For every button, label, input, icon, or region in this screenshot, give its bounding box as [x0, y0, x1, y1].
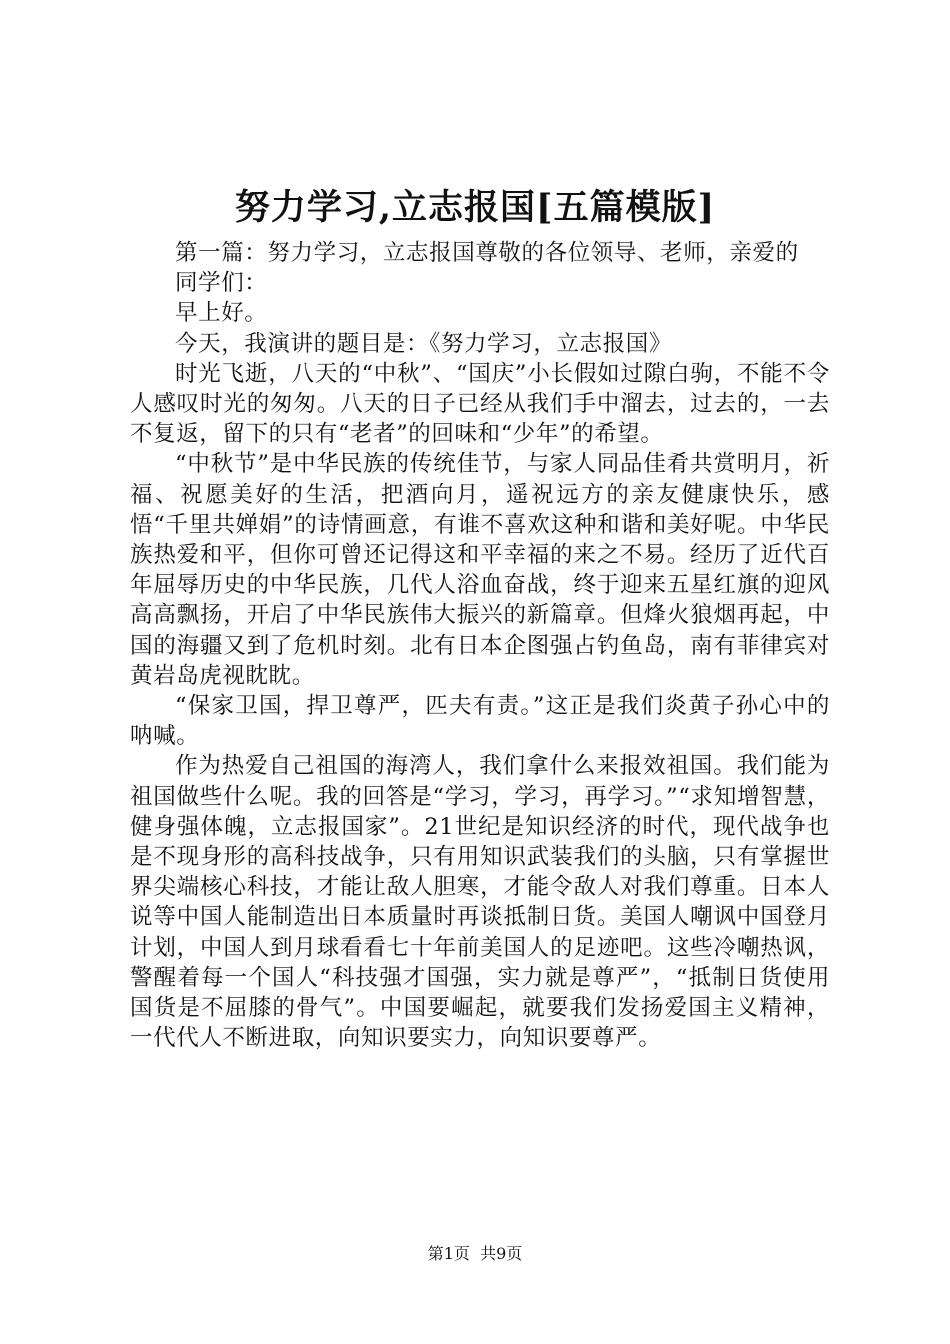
- paragraph-1: 第一篇：努力学习，立志报国尊敬的各位领导、老师，亲爱的: [175, 240, 799, 266]
- paragraph-6: “中秋节”是中华民族的传统佳节，与家人同品佳肴共赏明月，祈福、祝愿美好的生活，把酒向月，遥祝远方的亲友健康快乐，感悟“千里共婵娟”的诗情画意，有谁不喜欢这种和谐和美好呢。中华民族热爱和平，但你可曾还记得这和平幸福的来之不易。经历了近代百年屈辱历史的中华民族，几代人浴血奋战，终于迎来五星红旗的迎风高高飘扬，开启了中华民族伟大振兴的新篇章。但烽火狼烟再起，中国的海疆又到了危机时刻。北有日本企图强占钓鱼岛，南有菲律宾对黄岩岛虎视眈眈。: [130, 451, 830, 689]
- paragraph-5: 时光飞逝，八天的“中秋”、“国庆”小长假如过隙白驹，不能不令人感叹时光的匆匆。八天的日子已经从我们手中溜去，过去的，一去不复返，留下的只有“老者”的回味和“少年”的希望。: [130, 360, 830, 448]
- paragraph-3: 早上好。: [175, 300, 268, 327]
- document-body: [130, 238, 830, 1053]
- paragraph-8: 作为热爱自己祖国的海湾人，我们拿什么来报效祖国。我们能为祖国做些什么呢。我的回答是“学习，学习，再学习。”“求知增智慧，健身强体魄，立志报国家”。21世纪是知识经济的时代，现代战争也是不现身形的高科技战争，只有用知识武装我们的头脑，只有掌握世界尖端核心科技，才能让敌人胆寒，才能令敌人对我们尊重。日本人说等中国人能制造出日本质量时再谈抵制日货。美国人嘲讽中国登月计划，中国人到月球看看七十年前美国人的足迹吧。这些冷嘲热讽，警醒着每一个国人“科技强才国强，实力就是尊严”，“抵制日货使用国货是不屈膝的骨气”。中国要崛起，就要我们发扬爱国主义精神，一代代人不断进取，向知识要实力，向知识要尊严。: [130, 753, 830, 1052]
- document-title: 努力学习,立志报国[五篇模版]: [234, 187, 716, 228]
- paragraph-2: 同学们：: [175, 270, 268, 297]
- paragraph-4: 今天，我演讲的题目是：《努力学习，立志报国》: [175, 330, 672, 357]
- page-number-footer: 第1页 共9页: [427, 1244, 523, 1263]
- paragraph-7: “保家卫国，捍卫尊严，匹夫有责。”这正是我们炎黄子孙心中的呐喊。: [130, 693, 830, 750]
